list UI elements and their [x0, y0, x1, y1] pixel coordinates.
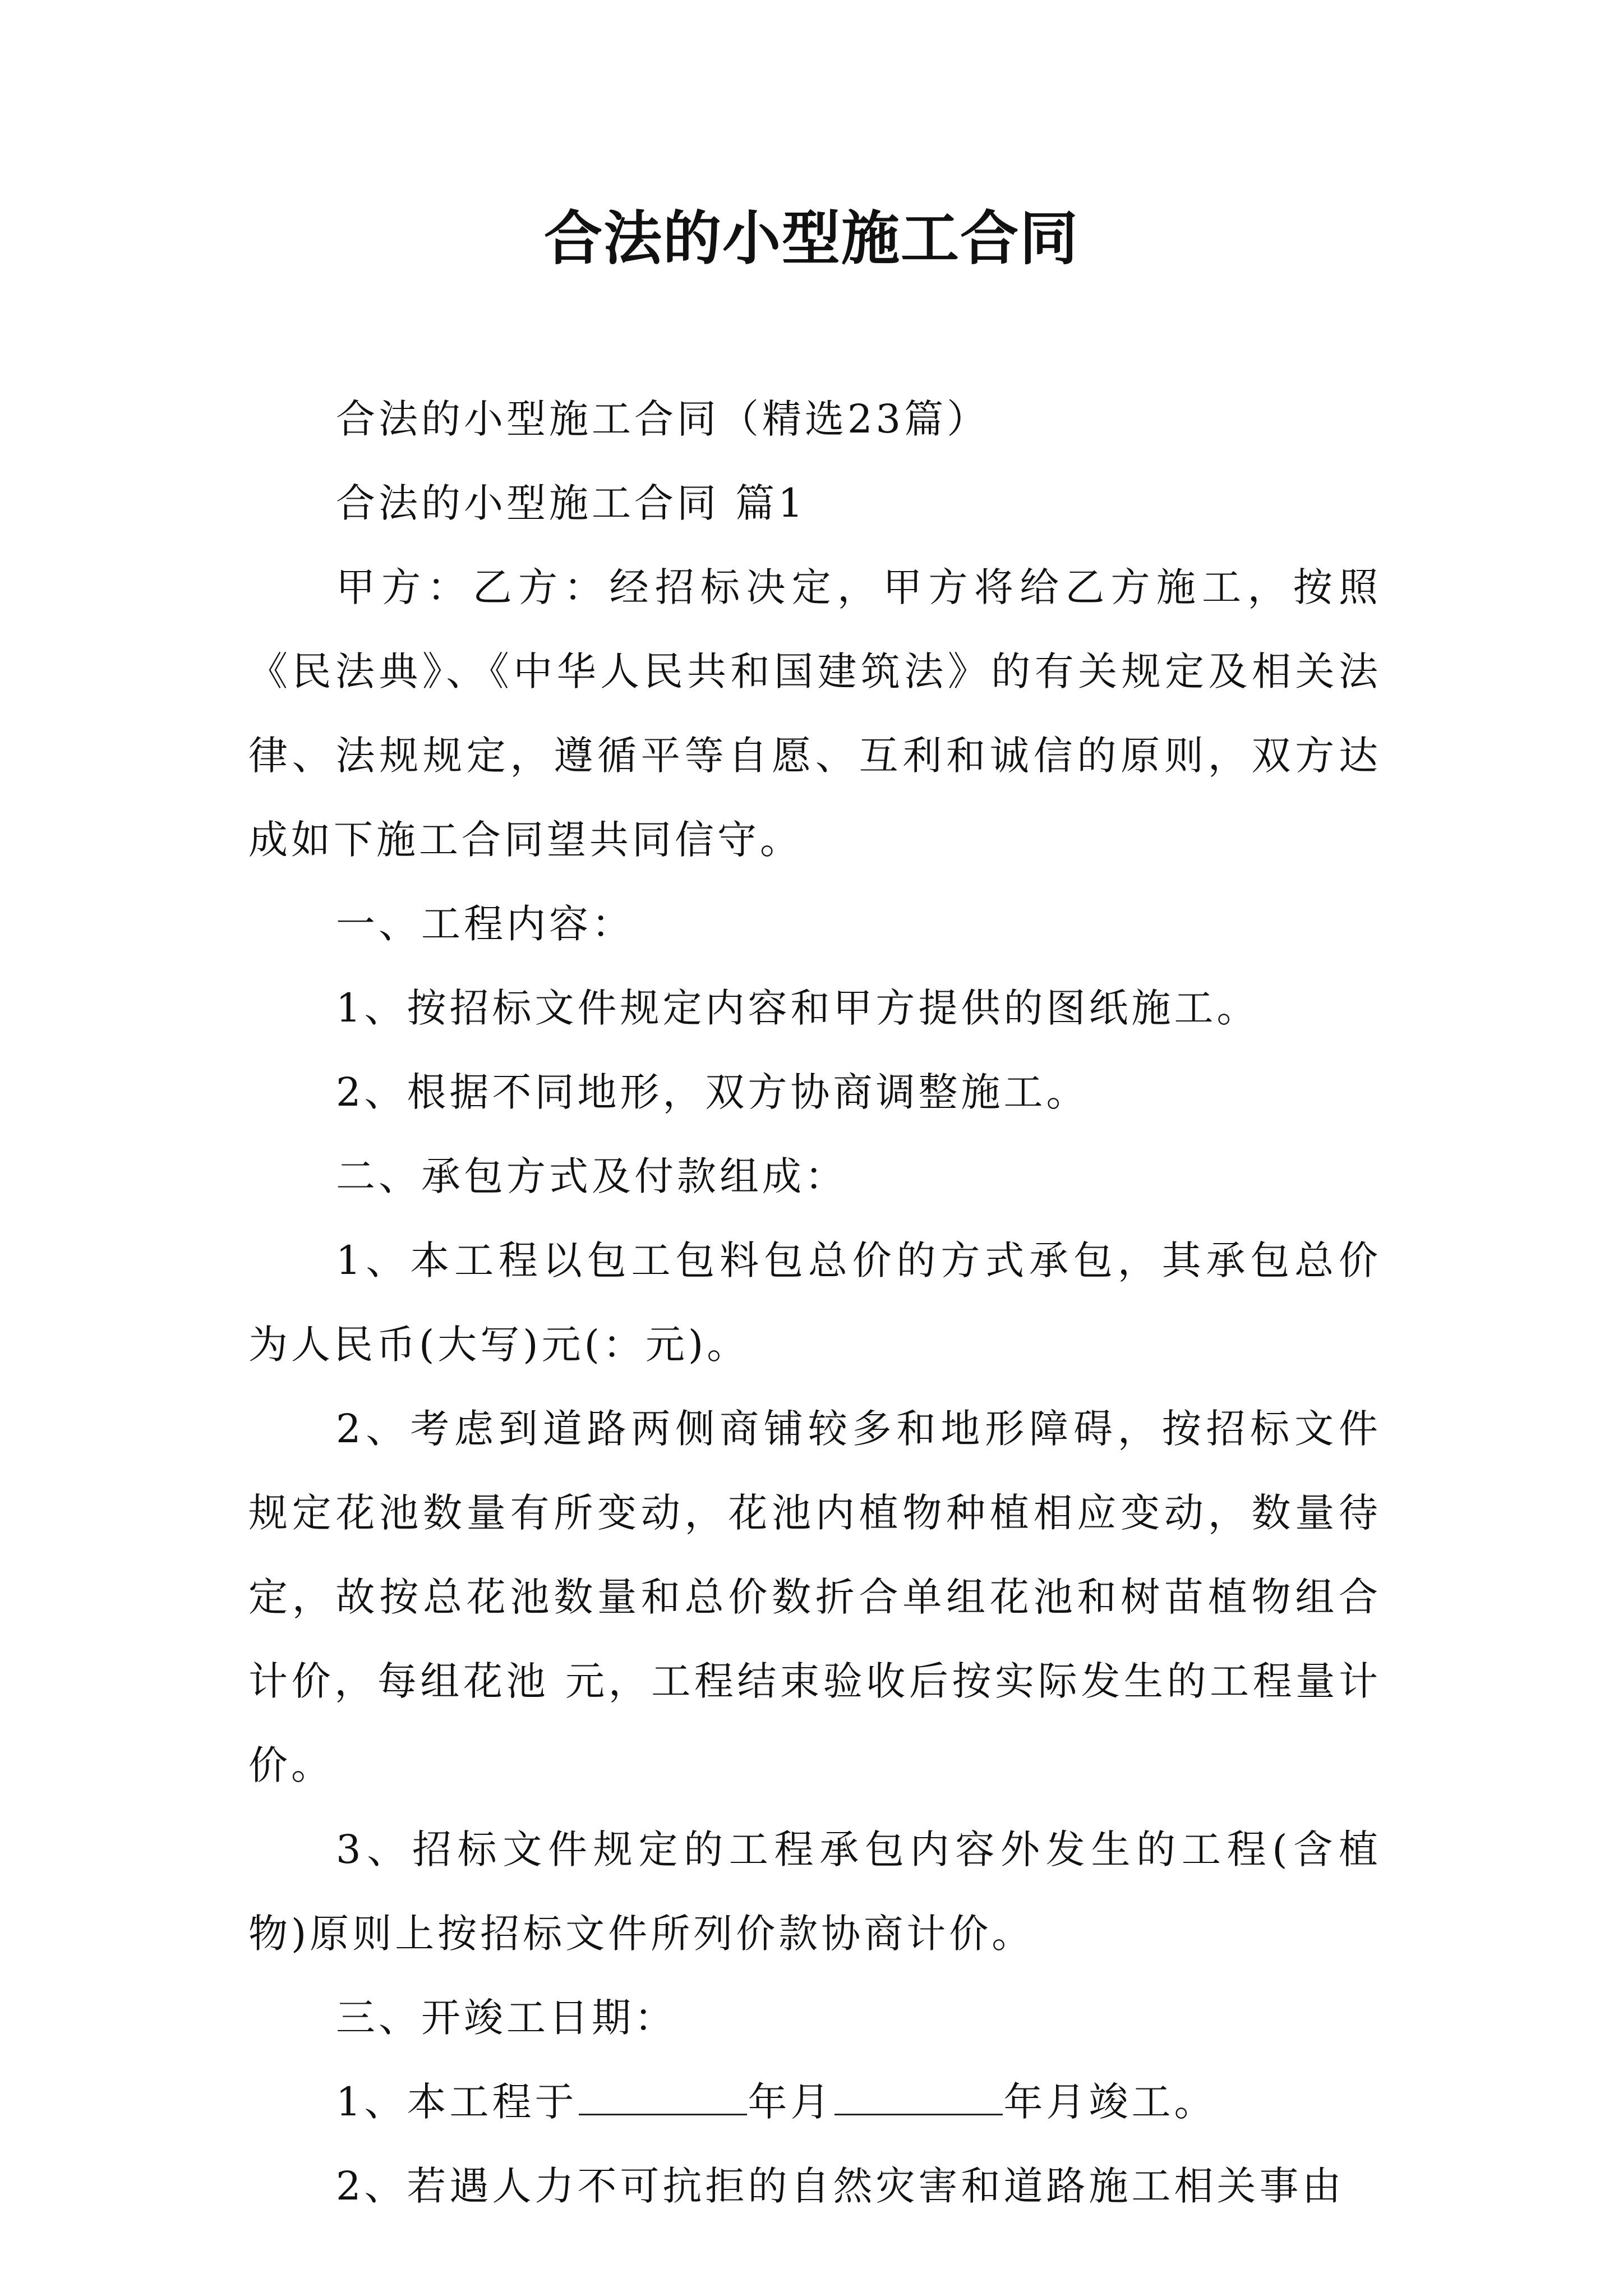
- contract-payment-item-3: 3、招标文件规定的工程承包内容外发生的工程(含植物)原则上按招标文件所列价款协商计价。: [248, 1826, 1381, 1957]
- schedule-item-1-prefix: 1、本工程于: [336, 2079, 578, 2125]
- schedule-item-1-suffix: 年月竣工。: [1003, 2079, 1217, 2125]
- document-body: [248, 377, 1381, 2228]
- article-heading: 合法的小型施工合同 篇1: [336, 480, 806, 526]
- document-title: 合法的小型施工合同: [543, 204, 1079, 273]
- intro-paragraph: 甲方：乙方：经招标决定，甲方将给乙方施工，按照《民法典》、《中华人民共和国建筑法》的有关规定及相关法律、法规规定，遵循平等自愿、互利和诚信的原则，双方达成如下施工合同望共同信守。: [248, 564, 1381, 863]
- subtitle: 合法的小型施工合同（精选23篇）: [336, 396, 990, 442]
- contract-payment-item-2: 2、考虑到道路两侧商铺较多和地形障碍，按招标文件规定花池数量有所变动，花池内植物种植相应变动，数量待定，故按总花池数量和总价数折合单组花池和树苗植物组合计价，每组花池 元，工程结束验收后按实际发生的工程量计价。: [248, 1406, 1381, 1788]
- work-content-item-1: 1、按招标文件规定内容和甲方提供的图纸施工。: [336, 985, 1260, 1031]
- start-date-blank: [579, 2077, 747, 2115]
- section-heading-contract-payment: 二、承包方式及付款组成：: [336, 1153, 847, 1199]
- schedule-item-2: 2、若遇人力不可抗拒的自然灾害和道路施工相关事由: [336, 2163, 1345, 2209]
- section-heading-work-content: 一、工程内容：: [336, 901, 634, 947]
- end-date-blank: [834, 2077, 1003, 2115]
- section-heading-schedule: 三、开竣工日期：: [336, 1995, 677, 2041]
- contract-payment-item-1: 1、本工程以包工包料包总价的方式承包，其承包总价为人民币(大写)元(：元)。: [248, 1237, 1381, 1368]
- schedule-item-1-middle: 年月: [748, 2079, 833, 2125]
- work-content-item-2: 2、根据不同地形，双方协商调整施工。: [336, 1069, 1089, 1115]
- schedule-item-1: [248, 2060, 1381, 2144]
